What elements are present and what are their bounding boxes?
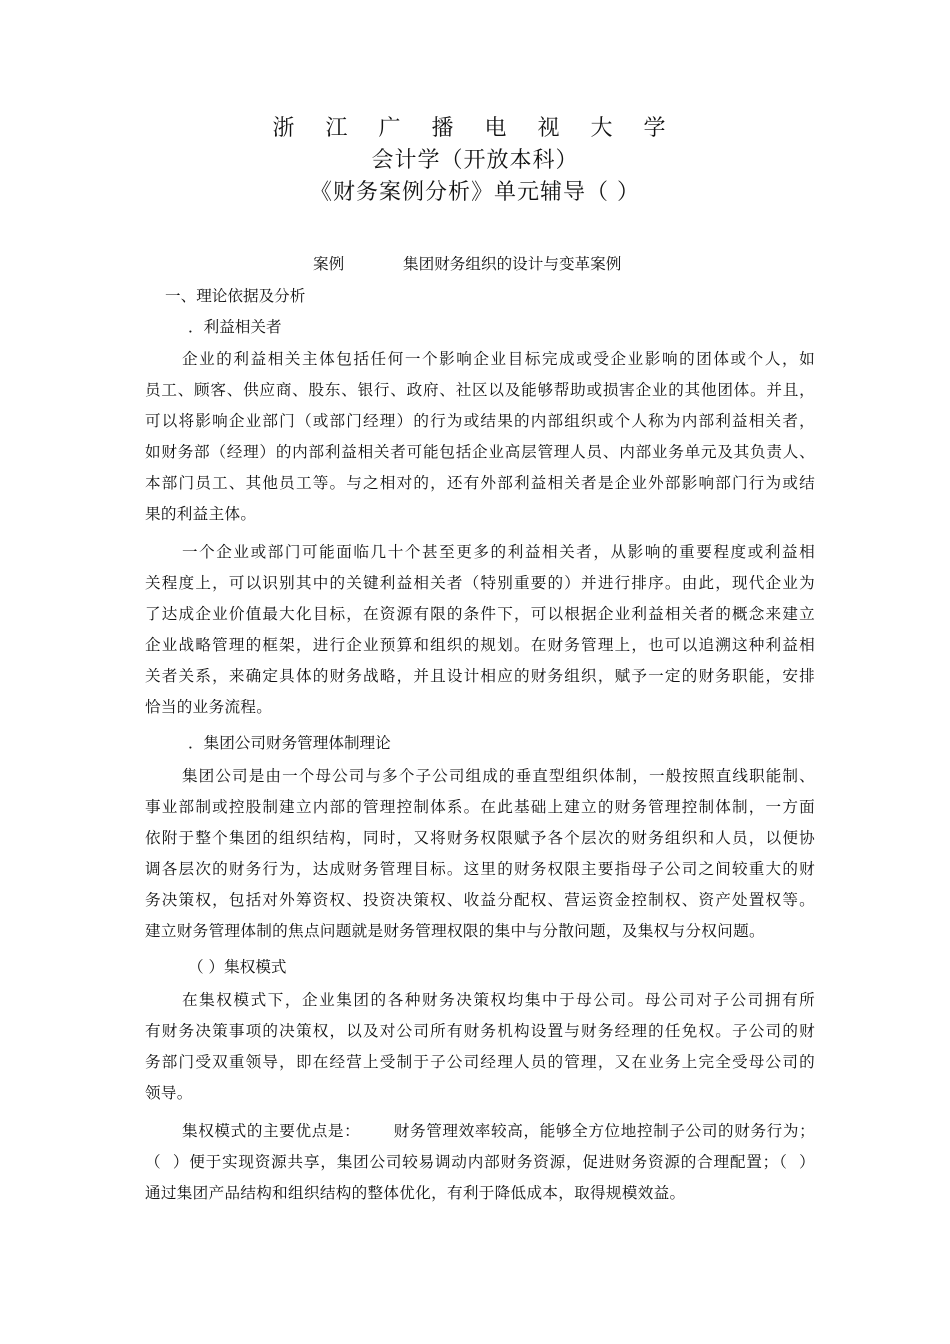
paragraph-line: 企业战略管理的框架，进行企业预算和组织的规划。在财务管理上，也可以追溯这种利益相 [145, 636, 815, 654]
paragraph-line: 有财务决策事项的决策权，以及对公司所有财务机构设置与财务经理的任免权。子公司的财 [145, 1022, 815, 1040]
paragraph-line: 企业的利益相关主体包括任何一个影响企业目标完成或受企业影响的团体或个人，如 [182, 350, 815, 368]
paragraph-line: 通过集团产品结构和组织结构的整体优化，有利于降低成本，取得规模效益。 [145, 1184, 686, 1202]
paragraph-line: 事业部制或控股制建立内部的管理控制体系。在此基础上建立的财务管理控制体制，一方面 [145, 798, 815, 816]
paragraph-line: 务部门受双重领导，即在经营上受制于子公司经理人员的管理，又在业务上完全受母公司的 [145, 1053, 815, 1071]
paragraph-line: 在集权模式下，企业集团的各种财务决策权均集中于母公司。母公司对子公司拥有所 [182, 991, 815, 1009]
subsection-heading-centralized: （ ）集权模式 [188, 958, 287, 976]
paragraph-line: 集权模式的主要优点是： 财务管理效率较高，能够全方位地控制子公司的财务行为； [182, 1122, 815, 1140]
paragraph-line: 一个企业或部门可能面临几十个甚至更多的利益相关者，从影响的重要程度或利益相 [182, 543, 815, 561]
case-label: 案例 [313, 255, 345, 273]
paragraph-line: （ ）便于实现资源共享，集团公司较易调动内部财务资源，促进财务资源的合理配置；（ ） [145, 1153, 815, 1171]
paragraph-line: 建立财务管理体制的焦点问题就是财务管理权限的集中与分散问题，及集权与分权问题。 [145, 922, 765, 940]
paragraph-line: 恰当的业务流程。 [145, 698, 273, 716]
school-title: 浙 江 广 播 电 视 大 学 [272, 116, 678, 141]
paragraph-line: 了达成企业价值最大化目标，在资源有限的条件下，可以根据企业利益相关者的概念来建立 [145, 605, 815, 623]
subsection-heading-stakeholders: ．利益相关者 [188, 318, 282, 336]
paragraph-line: 果的利益主体。 [145, 505, 257, 523]
paragraph-line: 本部门员工、其他员工等。与之相对的，还有外部利益相关者是企业外部影响部门行为或结 [145, 474, 815, 492]
paragraph-line: 领导。 [145, 1084, 193, 1102]
paragraph-line: 依附于整个集团的组织结构，同时，又将财务权限赋予各个层次的财务组织和人员，以便协 [145, 829, 815, 847]
paragraph-line: 务决策权，包括对外筹资权、投资决策权、收益分配权、营运资金控制权、资产处置权等。 [145, 891, 815, 909]
paragraph-line: 关者关系，来确定具体的财务战略，并且设计相应的财务组织，赋予一定的财务职能，安排 [145, 667, 815, 685]
paragraph-line: 员工、顾客、供应商、股东、银行、政府、社区以及能够帮助或损害企业的其他团体。并且， [145, 381, 815, 399]
section-heading: 一、理论依据及分析 [165, 287, 306, 305]
paragraph-line: 可以将影响企业部门（或部门经理）的行为或结果的内部组织或个人称为内部利益相关者， [145, 412, 815, 430]
case-name: 集团财务组织的设计与变革案例 [403, 255, 622, 273]
paragraph-line: 关程度上，可以识别其中的关键利益相关者（特别重要的）并进行排序。由此，现代企业为 [145, 574, 815, 592]
paragraph-line: 调各层次的财务行为，达成财务管理目标。这里的财务权限主要指母子公司之间较重大的财 [145, 860, 815, 878]
subsection-heading-group-finance: ．集团公司财务管理体制理论 [188, 734, 391, 752]
paragraph-line: 如财务部（经理）的内部利益相关者可能包括企业高层管理人员、内部业务单元及其负责人、 [145, 443, 815, 461]
course-title: 《财务案例分析》单元辅导（ ） [310, 180, 640, 205]
program-title: 会计学（开放本科） [371, 148, 579, 173]
paragraph-line: 集团公司是由一个母公司与多个子公司组成的垂直型组织体制，一般按照直线职能制、 [182, 767, 815, 785]
